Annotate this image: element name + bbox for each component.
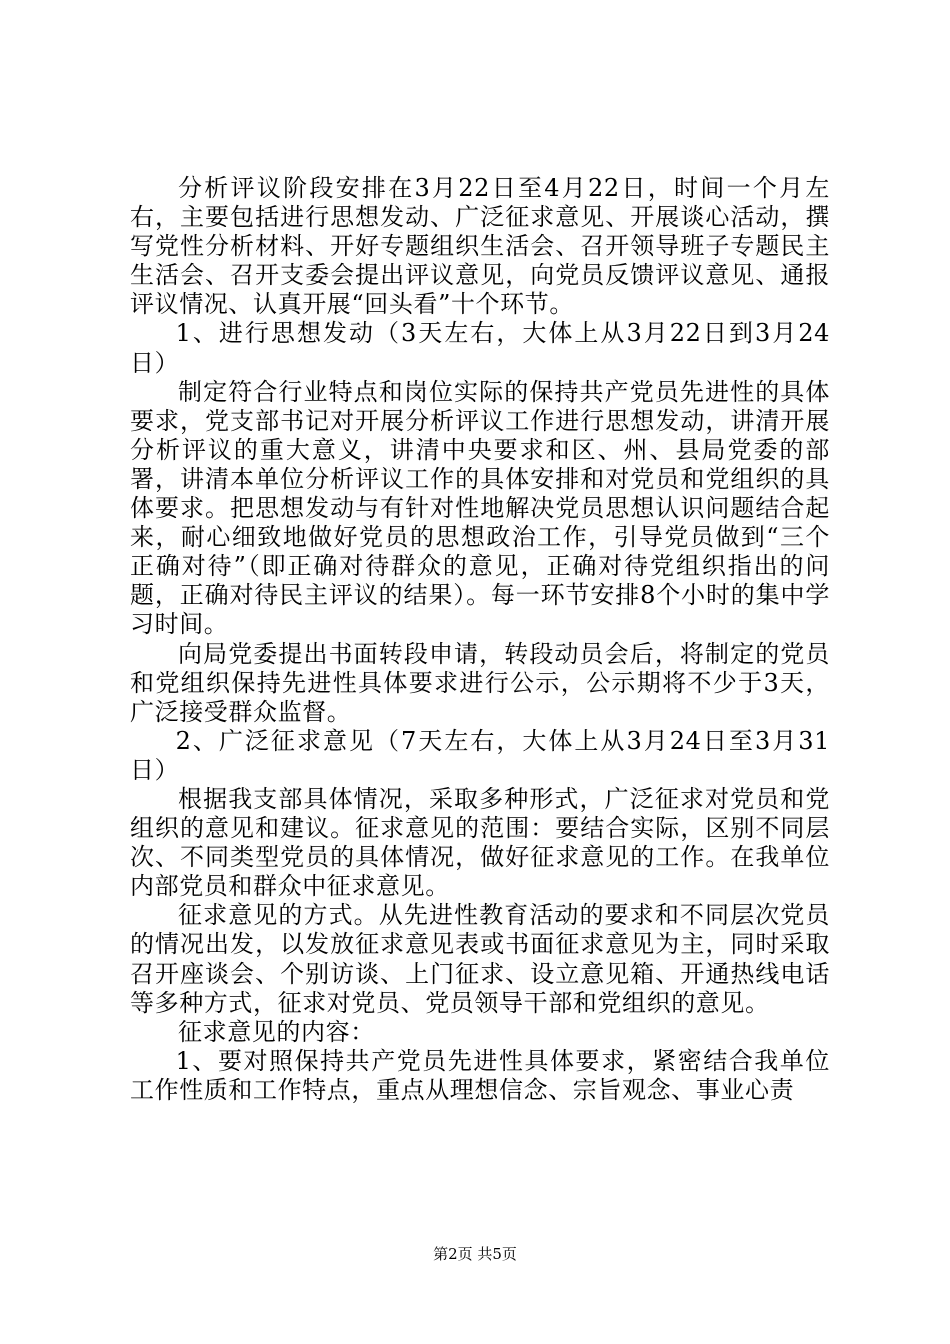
page-footer: 第2页 共5页 [433, 1245, 517, 1263]
paragraph-publicity: 向局党委提出书面转段申请，转段动员会后，将制定的党员和党组织保持先进性具体要求进行公示，公示期将不少于3天，广泛接受群众监督。 [130, 639, 830, 726]
paragraph-intro: 分析评议阶段安排在3月22日至4月22日，时间一个月左右，主要包括进行思想发动、广泛征求意见、开展谈心活动，撰写党性分析材料、开好专题组织生活会、召开领导班子专题民主生活会、召开支委会提出评议意见，向党员反馈评议意见、通报评议情况、认真开展“回头看”十个环节。 [130, 174, 830, 319]
paragraph-scope: 根据我支部具体情况，采取多种形式，广泛征求对党员和党组织的意见和建议。征求意见的范围：要结合实际，区别不同层次、不同类型党员的具体情况，做好征求意见的工作。在我单位内部党员和群众中征求意见。 [130, 784, 830, 901]
paragraph-content-label: 征求意见的内容： [178, 1017, 375, 1046]
paragraph-mobilization: 制定符合行业特点和岗位实际的保持共产党员先进性的具体要求，党支部书记对开展分析评议工作进行思想发动，讲清开展分析评议的重大意义，讲清中央要求和区、州、县局党委的部署，讲清本单位分析评议工作的具体安排和对党员和党组织的具体要求。把思想发动与有针对性地解决党员思想认识问题结合起来，耐心细致地做好党员的思想政治工作，引导党员做到“三个正确对待”（即正确对待群众的意见，正确对待党组织指出的问题，正确对待民主评议的结果）。每一环节安排8个小时的集中学习时间。 [130, 377, 830, 639]
section-heading-2: 2、广泛征求意见（7天左右，大体上从3月24日至3月31日） [130, 726, 830, 784]
document-body [130, 174, 830, 1105]
list-item-1: 1、要对照保持共产党员先进性具体要求，紧密结合我单位工作性质和工作特点，重点从理想信念、宗旨观念、事业心责 [130, 1046, 830, 1104]
paragraph-methods: 征求意见的方式。从先进性教育活动的要求和不同层次党员的情况出发，以发放征求意见表或书面征求意见为主，同时采取召开座谈会、个别访谈、上门征求、设立意见箱、开通热线电话等多种方式，征求对党员、党员领导干部和党组织的意见。 [130, 901, 830, 1017]
section-heading-1: 1、进行思想发动（3天左右，大体上从3月22日到3月24日） [130, 319, 830, 377]
